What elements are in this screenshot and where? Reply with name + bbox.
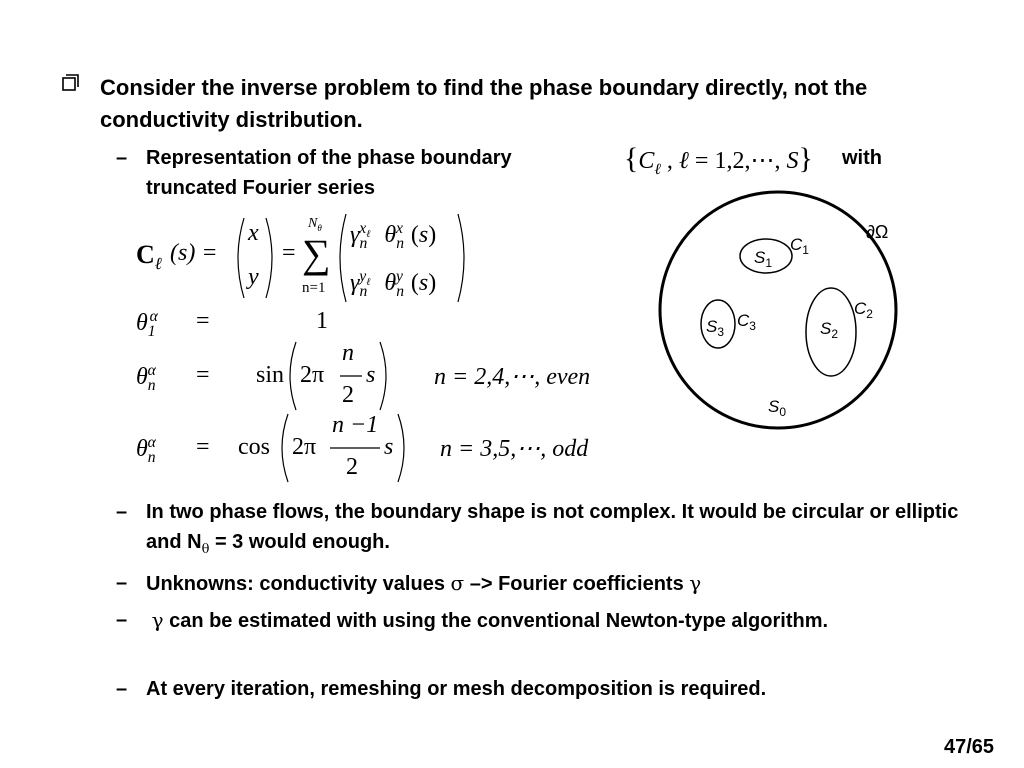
eq3-fn: sin — [256, 362, 285, 388]
main-bullet-text: Consider the inverse problem to find the phase boundary directly, not the conductivity distribution. — [100, 75, 868, 132]
phase-boundary-diagram — [640, 190, 930, 450]
eq1-sum-top: $N_\theta$ — [308, 216, 322, 233]
eq1-sum-symbol: ∑ — [302, 231, 331, 276]
eq1-row1: $\gamma_n^{x_\ell}$ $\theta_n^x$ (s) — [350, 220, 437, 252]
dash-bullet: – — [116, 501, 128, 523]
eq3-num: n — [342, 340, 354, 366]
eq3-den: 2 — [342, 382, 354, 408]
eq3-equals: = — [196, 362, 210, 388]
dash-bullet: – — [116, 678, 128, 700]
gamma-estimation-text: γ can be estimated with using the conventional Newton-type algorithm. — [151, 608, 829, 632]
representation-text: Representation of the phase boundary — [146, 147, 512, 169]
with-text: with — [842, 147, 882, 169]
eq1-equals: = — [282, 240, 296, 266]
truncated-fourier-text: truncated Fourier series — [146, 177, 375, 199]
eq3-condition: n = 2,4,⋯, even — [434, 364, 591, 390]
eq3-2pi: 2π — [300, 362, 325, 388]
eq3-s: s — [366, 362, 376, 388]
checkbox-bullet-icon — [62, 74, 80, 92]
label-s2: $S_2$ — [820, 319, 839, 341]
eq4-s: s — [384, 434, 394, 460]
boundary-set-formula: {$C_\ell$ , ℓ = 1,2,⋯, S} — [624, 142, 813, 178]
label-s3: $S_3$ — [706, 317, 725, 339]
dash-bullet: – — [116, 609, 128, 631]
eq2-equals: = — [196, 308, 210, 334]
eq4-num: n −1 — [332, 412, 379, 438]
dash-bullet: – — [116, 147, 128, 169]
label-c1: $C_1$ — [790, 235, 809, 257]
eq1-x: x — [248, 220, 259, 246]
eq1-lhs: $C_\ell$ — [136, 240, 162, 274]
eq4-den: 2 — [346, 454, 358, 480]
eq4-lhs: $\theta_n^\alpha$ — [136, 434, 156, 466]
eq1-arg: (s) = — [170, 240, 218, 266]
eq2-rhs: 1 — [316, 308, 328, 334]
page-number: 47/65 — [944, 736, 995, 758]
eq4-equals: = — [196, 434, 210, 460]
two-phase-text: In two phase flows, the boundary shape is not complex. It would be circular or elliptic and $N_\theta = 3$ would enough. — [146, 501, 959, 557]
label-s1: $S_1$ — [754, 248, 773, 270]
boundary-label: ∂Ω — [866, 222, 889, 242]
unknowns-text: Unknowns: conductivity values σ –> Fourier coefficients γ — [146, 571, 702, 595]
eq4-condition: n = 3,5,⋯, odd — [440, 436, 589, 462]
label-c2: $C_2$ — [854, 299, 873, 321]
dash-bullet: – — [116, 572, 128, 594]
eq4-2pi: 2π — [292, 434, 317, 460]
eq1-y: y — [248, 264, 259, 290]
label-c3: $C_3$ — [737, 311, 756, 333]
remeshing-text: At every iteration, remeshing or mesh decomposition is required. — [146, 678, 767, 700]
eq1-sum-bottom: n=1 — [302, 280, 326, 296]
label-s0: $S_0$ — [768, 397, 787, 419]
eq3-lhs: $\theta_n^\alpha$ — [136, 362, 156, 394]
eq4-fn: cos — [238, 434, 270, 460]
eq1-row2: $\gamma_n^{y_\ell}$ $\theta_n^y$ (s) — [350, 268, 437, 300]
eq2-lhs: $\theta_1^\alpha$ — [136, 308, 158, 340]
